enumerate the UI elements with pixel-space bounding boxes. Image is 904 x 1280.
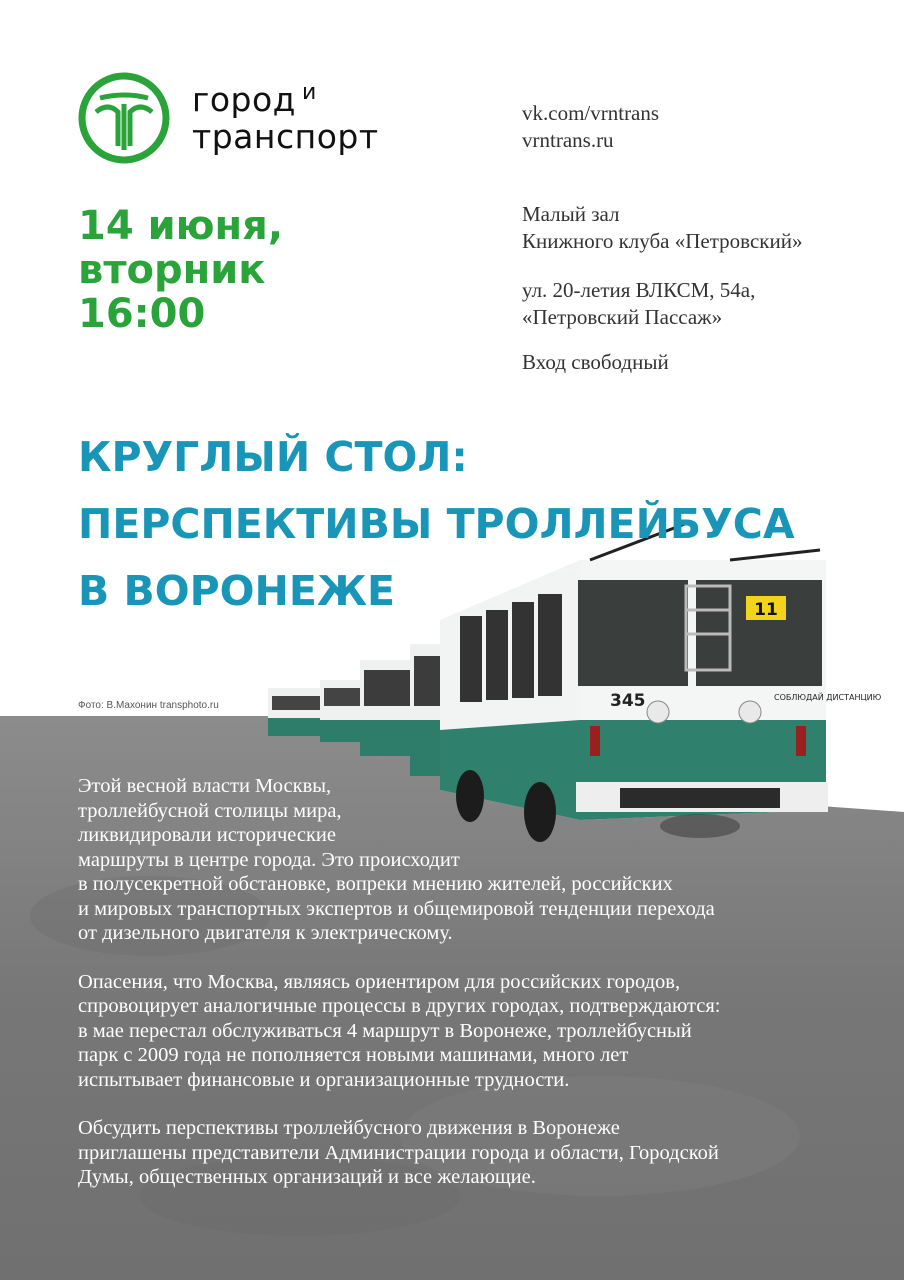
title-line-1: КРУГЛЫЙ СТОЛ: bbox=[78, 433, 468, 481]
text-line: троллейбусной столицы мира, bbox=[78, 799, 342, 822]
site-link[interactable]: vrntrans.ru bbox=[522, 128, 614, 152]
vk-link[interactable]: vk.com/vrntrans bbox=[522, 101, 660, 125]
address-line-1: ул. 20-летия ВЛКСМ, 54а, bbox=[522, 278, 756, 302]
event-title bbox=[78, 424, 795, 625]
logo-icon bbox=[78, 72, 170, 164]
paragraph-2 bbox=[78, 970, 858, 1093]
text-line: приглашены представители Администрации города и области, Городской bbox=[78, 1141, 719, 1164]
address-line-2: «Петровский Пассаж» bbox=[522, 305, 723, 329]
text-line: в полусекретной обстановке, вопреки мнению жителей, российских bbox=[78, 873, 673, 895]
entry-note: Вход свободный bbox=[522, 350, 669, 374]
description bbox=[78, 774, 858, 1214]
text-line: маршруты в центре города. Это происходит bbox=[78, 848, 460, 871]
brand-name bbox=[192, 80, 379, 156]
fleet-number: 345 bbox=[610, 691, 646, 711]
address-info bbox=[522, 277, 755, 331]
text-line: от дизельного двигателя к электрическому. bbox=[78, 922, 453, 944]
text-line: Этой весной власти Москвы, bbox=[78, 775, 332, 797]
text-line: Обсудить перспективы троллейбусного движения в Воронеже bbox=[78, 1117, 620, 1139]
paragraph-1 bbox=[78, 774, 858, 946]
brand-word-transport: транспорт bbox=[192, 117, 379, 156]
text-line: Опасения, что Москва, являясь ориентиром для российских городов, bbox=[78, 970, 681, 993]
brand-word-and: и bbox=[301, 80, 317, 105]
text-line: испытывает финансовые и организационные трудности. bbox=[78, 1068, 570, 1091]
text-line: Думы, общественных организаций и все желающие. bbox=[78, 1166, 536, 1188]
event-weekday: вторник bbox=[78, 247, 266, 293]
event-time: 16:00 bbox=[78, 291, 206, 337]
photo-credit: Фото: В.Махонин transphoto.ru bbox=[78, 700, 219, 711]
title-line-2: ПЕРСПЕКТИВЫ ТРОЛЛЕЙБУСА bbox=[78, 500, 795, 548]
event-day: 14 июня, bbox=[78, 203, 284, 249]
paragraph-3 bbox=[78, 1116, 858, 1190]
route-number: 11 bbox=[754, 600, 778, 620]
brand-word-city: город bbox=[192, 80, 296, 119]
front-sign: СОБЛЮДАЙ ДИСТАНЦИЮ bbox=[774, 693, 882, 702]
event-date bbox=[78, 204, 283, 336]
venue-info bbox=[522, 201, 802, 255]
venue-line-1: Малый зал bbox=[522, 202, 620, 226]
text-line: парк с 2009 года не пополняется новыми машинами, много лет bbox=[78, 1044, 629, 1066]
contact-links bbox=[522, 100, 659, 154]
text-line: ликвидировали исторические bbox=[78, 824, 337, 846]
text-line: в мае перестал обслуживаться 4 маршрут в Воронеже, троллейбусный bbox=[78, 1019, 692, 1042]
title-line-3: В ВОРОНЕЖЕ bbox=[78, 567, 396, 615]
venue-line-2: Книжного клуба «Петровский» bbox=[522, 229, 803, 253]
text-line: и мировых транспортных экспертов и общемировой тенденции перехода bbox=[78, 897, 715, 920]
text-line: спровоцирует аналогичные процессы в других городах, подтверждаются: bbox=[78, 995, 721, 1017]
